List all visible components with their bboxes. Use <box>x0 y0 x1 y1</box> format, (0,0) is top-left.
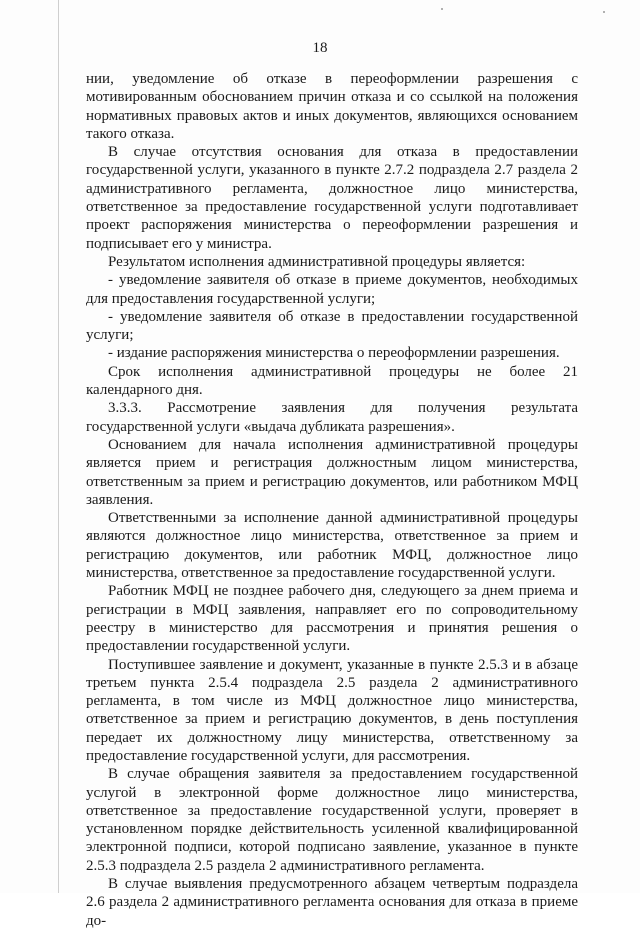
page-number: 18 <box>312 40 328 56</box>
paragraph: - уведомление заявителя об отказе в предоставлении государственной услуги; <box>86 308 578 344</box>
paragraph: - уведомление заявителя об отказе в приеме документов, необходимых для предоставления государственной услуги; <box>86 272 578 307</box>
document-body <box>86 70 578 930</box>
paragraph: 3.3.3. Рассмотрение заявления для получения результата государственной услуги «выдача дубликата разрешения». <box>86 400 578 435</box>
scan-speck <box>441 8 443 10</box>
scan-speck <box>603 11 605 13</box>
paragraph: нии, уведомление об отказе в переоформлении разрешения с мотивированным обоснованием причин отказа и со ссылкой на положения нормативных правовых актов и иных документов, являющихся основанием такого отказа. <box>86 71 578 142</box>
paragraph: Ответственными за исполнение данной административной процедуры являются должностное лицо министерства, ответственное за прием и регистрацию документов, или работник МФЦ, должностное лицо министерства, ответственное за предоставление государственной услуги. <box>86 510 578 582</box>
paragraph: В случае отсутствия основания для отказа в предоставлении государственной услуги, указанного в пункте 2.7.2 подраздела 2.7 раздела 2 административного регламента, должностное лицо министерства, ответственное за предоставление государственной услуги подготавливает проект распоряжения министерства о переоформлении разрешения и подписывает его у министра. <box>86 144 578 252</box>
paragraph: В случае обращения заявителя за предоставлением государственной услугой в электронной форме должностное лицо министерства, ответственное за предоставление государственной услуги, проверяет в установленном порядке действительность усиленной квалифицированной электронной подписи, которой подписано заявление, указанное в пункте 2.5.3 подраздела 2.5 раздела 2 административного регламента. <box>86 766 578 874</box>
paragraph: Срок исполнения административной процедуры не более 21 календарного дня. <box>86 363 578 399</box>
paragraph: В случае выявления предусмотренного абзацем четвертым подраздела 2.6 раздела 2 административного регламента основания для отказа в приеме до- <box>86 876 578 929</box>
paragraph: Поступившее заявление и документ, указанные в пункте 2.5.3 и в абзаце третьем пункта 2.5.4 подраздела 2.5 раздела 2 административного регламента, в том числе из МФЦ должностное лицо министерства, ответственное за прием и регистрацию документов, в день поступления передает их должностному лицу министерства, ответственному за предоставление государственной услуги, для рассмотрения. <box>86 656 578 764</box>
paragraph: Работник МФЦ не позднее рабочего дня, следующего за днем приема и регистрации в МФЦ заявления, направляет его по сопроводительному реестру в министерство для рассмотрения и принятия решения о предоставлении государственной услуги. <box>86 583 578 655</box>
paragraph: Результатом исполнения административной процедуры является: <box>108 253 526 270</box>
paragraph: - издание распоряжения министерства о переоформлении разрешения. <box>108 345 560 362</box>
paragraph: Основанием для начала исполнения административной процедуры является прием и регистрация должностным лицом министерства, ответственным за прием и регистрацию документов, или работником МФЦ заявления. <box>86 436 578 508</box>
scan-edge-line <box>58 0 59 893</box>
